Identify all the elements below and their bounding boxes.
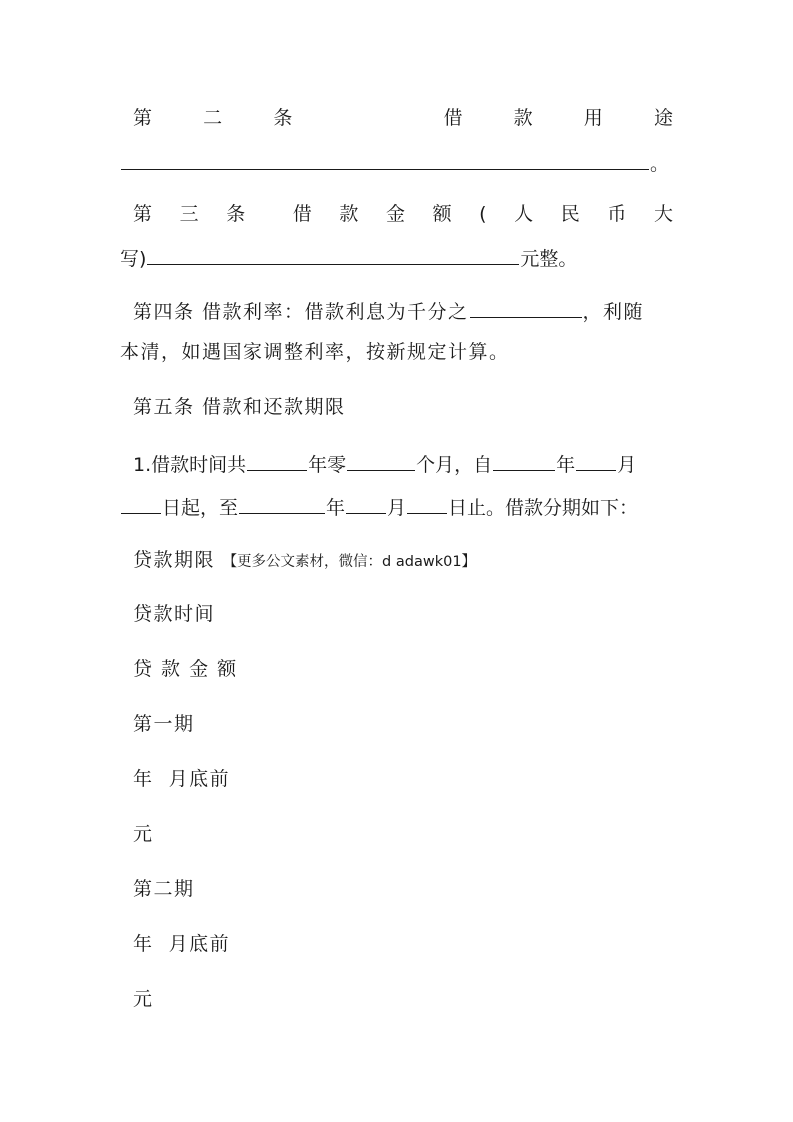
item-1-text: 日止。借款分期如下：	[448, 497, 639, 519]
time-label: 贷款时间	[133, 603, 216, 625]
article-3-char: 款	[339, 203, 359, 225]
article-2-char: 款	[513, 107, 533, 129]
item-1-text: 年	[556, 454, 576, 476]
article-3-char: 民	[560, 203, 580, 225]
schedule-term-row	[133, 548, 685, 574]
article-2-char: 二	[203, 107, 223, 129]
item-1-text: 年零	[308, 454, 347, 476]
period-1-label: 第一期	[133, 713, 195, 735]
article-5-item-1-line-1	[133, 451, 685, 477]
article-3-char: 大	[653, 203, 673, 225]
article-4-line-2: 本清，如遇国家调整利率，按新规定计算。	[120, 341, 510, 363]
article-2-char: 条	[273, 107, 293, 129]
article-2-heading	[133, 106, 673, 130]
period-2-label: 第二期	[133, 878, 195, 900]
article-4-line-1	[133, 298, 685, 324]
interest-rate-blank[interactable]	[470, 298, 582, 318]
end-year-blank[interactable]	[239, 494, 325, 514]
article-3-char: 币	[607, 203, 627, 225]
promo-note: 【更多公文素材，微信：d adawk01】	[222, 554, 477, 570]
period-2-date: 年 月底前	[133, 933, 231, 955]
article-4-line1-start: 第四条 借款利率：借款利息为千分之	[133, 301, 469, 323]
period-2-unit: 元	[133, 988, 153, 1010]
loan-years-blank[interactable]	[247, 451, 307, 471]
article-3-line2-start: 写)	[120, 248, 147, 270]
article-2-char: 借	[443, 107, 463, 129]
term-label: 贷款期限	[133, 549, 216, 571]
item-1-text: 个月，自	[416, 454, 493, 476]
end-day-blank[interactable]	[407, 494, 447, 514]
purpose-blank[interactable]	[121, 150, 649, 170]
article-2-blank-line	[120, 150, 672, 176]
item-1-text: 月	[387, 497, 407, 519]
start-month-blank[interactable]	[576, 451, 616, 471]
article-3-char: 条	[226, 203, 246, 225]
article-5-title: 第五条 借款和还款期限	[133, 396, 346, 418]
article-2-char: 用	[583, 107, 603, 129]
article-2-char: 第	[133, 107, 153, 129]
end-month-blank[interactable]	[346, 494, 386, 514]
article-3-char: (	[479, 203, 487, 225]
article-3-char: 借	[292, 203, 312, 225]
period-1-unit: 元	[133, 823, 153, 845]
amount-label: 贷 款 金 额	[133, 658, 238, 680]
article-3-char: 金	[385, 203, 405, 225]
article-3-char: 三	[179, 203, 199, 225]
amount-capital-blank[interactable]	[147, 245, 519, 265]
start-day-blank[interactable]	[121, 494, 161, 514]
loan-months-blank[interactable]	[347, 451, 415, 471]
item-1-text: 1.借款时间共	[133, 454, 247, 476]
article-3-char: 第	[133, 203, 153, 225]
article-3-line-2	[120, 245, 672, 271]
start-year-blank[interactable]	[493, 451, 555, 471]
article-3-heading	[133, 202, 673, 226]
item-1-text: 年	[326, 497, 346, 519]
article-4-line1-tail: ，利随	[582, 301, 645, 323]
article-5-item-1-line-2	[120, 494, 672, 520]
article-2-char: 途	[653, 107, 673, 129]
article-3-line2-tail: 元整。	[520, 248, 578, 270]
article-2-tail: 。	[650, 153, 670, 175]
item-1-text: 月	[617, 454, 637, 476]
article-3-char: 人	[514, 203, 534, 225]
period-1-date: 年 月底前	[133, 768, 231, 790]
item-1-text: 日起，至	[162, 497, 239, 519]
article-3-char: 额	[432, 203, 452, 225]
